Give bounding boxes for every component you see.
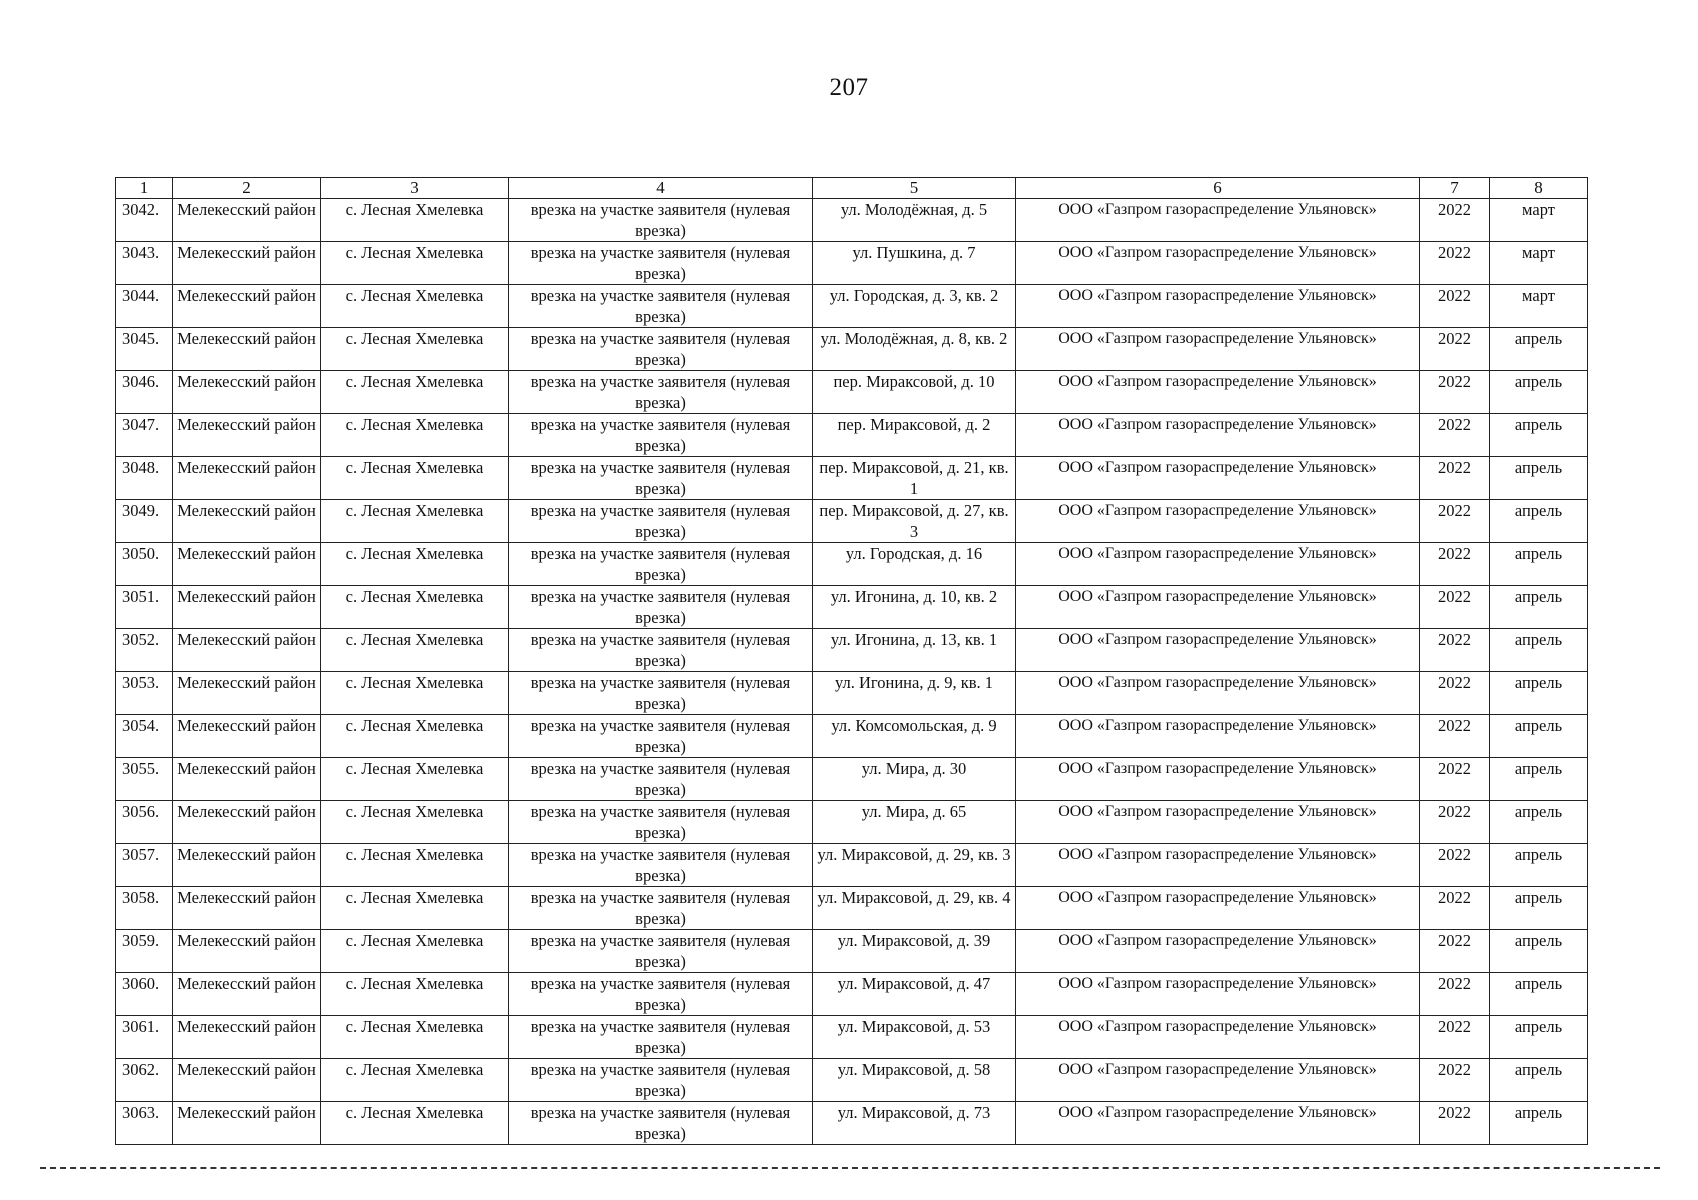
settlement-cell: с. Лесная Хмелевка: [321, 1102, 509, 1145]
year-cell: 2022: [1420, 629, 1490, 672]
work-type-cell: врезка на участке заявителя (нулевая врезка): [509, 844, 813, 887]
work-type-cell: врезка на участке заявителя (нулевая врезка): [509, 1016, 813, 1059]
settlement-cell: с. Лесная Хмелевка: [321, 930, 509, 973]
organization-cell: ООО «Газпром газораспределение Ульяновск»: [1016, 672, 1420, 715]
year-cell: 2022: [1420, 285, 1490, 328]
year-cell: 2022: [1420, 586, 1490, 629]
table-row: [116, 887, 1588, 930]
row-number: 3056.: [116, 801, 173, 844]
settlement-cell: с. Лесная Хмелевка: [321, 715, 509, 758]
address-cell: ул. Пушкина, д. 7: [813, 242, 1016, 285]
organization-cell: ООО «Газпром газораспределение Ульяновск»: [1016, 844, 1420, 887]
table-row: [116, 1016, 1588, 1059]
work-type-cell: врезка на участке заявителя (нулевая врезка): [509, 672, 813, 715]
table-row: [116, 801, 1588, 844]
header-col-1: 1: [116, 178, 173, 199]
district-cell: Мелекесский район: [173, 629, 321, 672]
settlement-cell: с. Лесная Хмелевка: [321, 887, 509, 930]
month-cell: март: [1490, 242, 1588, 285]
table-row: [116, 586, 1588, 629]
address-cell: ул. Мира, д. 65: [813, 801, 1016, 844]
organization-cell: ООО «Газпром газораспределение Ульяновск»: [1016, 586, 1420, 629]
month-cell: апрель: [1490, 844, 1588, 887]
organization-cell: ООО «Газпром газораспределение Ульяновск»: [1016, 930, 1420, 973]
month-cell: апрель: [1490, 672, 1588, 715]
table-row: [116, 758, 1588, 801]
table-row: [116, 1059, 1588, 1102]
table-row: [116, 328, 1588, 371]
work-type-cell: врезка на участке заявителя (нулевая врезка): [509, 715, 813, 758]
header-col-8: 8: [1490, 178, 1588, 199]
district-cell: Мелекесский район: [173, 1102, 321, 1145]
table-row: [116, 672, 1588, 715]
row-number: 3062.: [116, 1059, 173, 1102]
year-cell: 2022: [1420, 500, 1490, 543]
work-type-cell: врезка на участке заявителя (нулевая врезка): [509, 930, 813, 973]
work-type-cell: врезка на участке заявителя (нулевая врезка): [509, 887, 813, 930]
address-cell: пер. Мираксовой, д. 2: [813, 414, 1016, 457]
district-cell: Мелекесский район: [173, 1016, 321, 1059]
year-cell: 2022: [1420, 328, 1490, 371]
district-cell: Мелекесский район: [173, 801, 321, 844]
settlement-cell: с. Лесная Хмелевка: [321, 543, 509, 586]
row-number: 3053.: [116, 672, 173, 715]
settlement-cell: с. Лесная Хмелевка: [321, 672, 509, 715]
work-type-cell: врезка на участке заявителя (нулевая врезка): [509, 500, 813, 543]
organization-cell: ООО «Газпром газораспределение Ульяновск»: [1016, 1102, 1420, 1145]
work-type-cell: врезка на участке заявителя (нулевая врезка): [509, 629, 813, 672]
table-row: [116, 629, 1588, 672]
year-cell: 2022: [1420, 672, 1490, 715]
work-type-cell: врезка на участке заявителя (нулевая врезка): [509, 586, 813, 629]
row-number: 3061.: [116, 1016, 173, 1059]
table-row: [116, 414, 1588, 457]
table-row: [116, 242, 1588, 285]
address-cell: пер. Мираксовой, д. 10: [813, 371, 1016, 414]
work-type-cell: врезка на участке заявителя (нулевая врезка): [509, 973, 813, 1016]
month-cell: апрель: [1490, 930, 1588, 973]
month-cell: апрель: [1490, 414, 1588, 457]
district-cell: Мелекесский район: [173, 973, 321, 1016]
district-cell: Мелекесский район: [173, 242, 321, 285]
year-cell: 2022: [1420, 930, 1490, 973]
year-cell: 2022: [1420, 1102, 1490, 1145]
district-cell: Мелекесский район: [173, 328, 321, 371]
month-cell: апрель: [1490, 586, 1588, 629]
header-col-4: 4: [509, 178, 813, 199]
work-type-cell: врезка на участке заявителя (нулевая врезка): [509, 457, 813, 500]
work-type-cell: врезка на участке заявителя (нулевая врезка): [509, 242, 813, 285]
year-cell: 2022: [1420, 1059, 1490, 1102]
address-cell: ул. Городская, д. 16: [813, 543, 1016, 586]
organization-cell: ООО «Газпром газораспределение Ульяновск»: [1016, 973, 1420, 1016]
month-cell: апрель: [1490, 973, 1588, 1016]
month-cell: апрель: [1490, 457, 1588, 500]
row-number: 3059.: [116, 930, 173, 973]
row-number: 3063.: [116, 1102, 173, 1145]
address-cell: ул. Игонина, д. 10, кв. 2: [813, 586, 1016, 629]
organization-cell: ООО «Газпром газораспределение Ульяновск»: [1016, 199, 1420, 242]
district-cell: Мелекесский район: [173, 457, 321, 500]
row-number: 3051.: [116, 586, 173, 629]
settlement-cell: с. Лесная Хмелевка: [321, 1016, 509, 1059]
table-row: [116, 543, 1588, 586]
settlement-cell: с. Лесная Хмелевка: [321, 457, 509, 500]
address-cell: ул. Комсомольская, д. 9: [813, 715, 1016, 758]
row-number: 3055.: [116, 758, 173, 801]
organization-cell: ООО «Газпром газораспределение Ульяновск»: [1016, 1016, 1420, 1059]
address-cell: ул. Мираксовой, д. 58: [813, 1059, 1016, 1102]
district-cell: Мелекесский район: [173, 586, 321, 629]
bottom-divider: [40, 1167, 1660, 1169]
settlement-cell: с. Лесная Хмелевка: [321, 242, 509, 285]
district-cell: Мелекесский район: [173, 672, 321, 715]
table-body: [116, 199, 1588, 1145]
district-cell: Мелекесский район: [173, 500, 321, 543]
month-cell: апрель: [1490, 629, 1588, 672]
year-cell: 2022: [1420, 457, 1490, 500]
header-col-2: 2: [173, 178, 321, 199]
work-type-cell: врезка на участке заявителя (нулевая врезка): [509, 1059, 813, 1102]
row-number: 3057.: [116, 844, 173, 887]
settlement-cell: с. Лесная Хмелевка: [321, 586, 509, 629]
month-cell: апрель: [1490, 715, 1588, 758]
settlement-cell: с. Лесная Хмелевка: [321, 758, 509, 801]
work-type-cell: врезка на участке заявителя (нулевая врезка): [509, 371, 813, 414]
table-row: [116, 973, 1588, 1016]
year-cell: 2022: [1420, 801, 1490, 844]
settlement-cell: с. Лесная Хмелевка: [321, 629, 509, 672]
work-type-cell: врезка на участке заявителя (нулевая врезка): [509, 328, 813, 371]
organization-cell: ООО «Газпром газораспределение Ульяновск»: [1016, 371, 1420, 414]
address-cell: ул. Молодёжная, д. 8, кв. 2: [813, 328, 1016, 371]
settlement-cell: с. Лесная Хмелевка: [321, 1059, 509, 1102]
organization-cell: ООО «Газпром газораспределение Ульяновск»: [1016, 543, 1420, 586]
work-type-cell: врезка на участке заявителя (нулевая врезка): [509, 758, 813, 801]
organization-cell: ООО «Газпром газораспределение Ульяновск»: [1016, 801, 1420, 844]
row-number: 3049.: [116, 500, 173, 543]
row-number: 3060.: [116, 973, 173, 1016]
year-cell: 2022: [1420, 414, 1490, 457]
gasification-table: [115, 177, 1588, 1145]
work-type-cell: врезка на участке заявителя (нулевая врезка): [509, 543, 813, 586]
row-number: 3045.: [116, 328, 173, 371]
settlement-cell: с. Лесная Хмелевка: [321, 199, 509, 242]
district-cell: Мелекесский район: [173, 414, 321, 457]
organization-cell: ООО «Газпром газораспределение Ульяновск»: [1016, 457, 1420, 500]
month-cell: апрель: [1490, 1016, 1588, 1059]
organization-cell: ООО «Газпром газораспределение Ульяновск»: [1016, 500, 1420, 543]
table-row: [116, 930, 1588, 973]
page-number: 207: [829, 74, 869, 101]
organization-cell: ООО «Газпром газораспределение Ульяновск»: [1016, 887, 1420, 930]
row-number: 3044.: [116, 285, 173, 328]
table-row: [116, 371, 1588, 414]
work-type-cell: врезка на участке заявителя (нулевая врезка): [509, 1102, 813, 1145]
district-cell: Мелекесский район: [173, 758, 321, 801]
settlement-cell: с. Лесная Хмелевка: [321, 328, 509, 371]
district-cell: Мелекесский район: [173, 371, 321, 414]
address-cell: ул. Мираксовой, д. 47: [813, 973, 1016, 1016]
organization-cell: ООО «Газпром газораспределение Ульяновск»: [1016, 1059, 1420, 1102]
row-number: 3042.: [116, 199, 173, 242]
row-number: 3047.: [116, 414, 173, 457]
year-cell: 2022: [1420, 973, 1490, 1016]
year-cell: 2022: [1420, 199, 1490, 242]
row-number: 3052.: [116, 629, 173, 672]
address-cell: ул. Городская, д. 3, кв. 2: [813, 285, 1016, 328]
year-cell: 2022: [1420, 543, 1490, 586]
district-cell: Мелекесский район: [173, 543, 321, 586]
work-type-cell: врезка на участке заявителя (нулевая врезка): [509, 801, 813, 844]
document-table-container: [115, 177, 1588, 1145]
organization-cell: ООО «Газпром газораспределение Ульяновск»: [1016, 414, 1420, 457]
row-number: 3048.: [116, 457, 173, 500]
header-col-7: 7: [1420, 178, 1490, 199]
year-cell: 2022: [1420, 715, 1490, 758]
address-cell: ул. Мираксовой, д. 39: [813, 930, 1016, 973]
address-cell: ул. Молодёжная, д. 5: [813, 199, 1016, 242]
settlement-cell: с. Лесная Хмелевка: [321, 801, 509, 844]
table-row: [116, 844, 1588, 887]
year-cell: 2022: [1420, 1016, 1490, 1059]
row-number: 3043.: [116, 242, 173, 285]
table-row: [116, 500, 1588, 543]
settlement-cell: с. Лесная Хмелевка: [321, 844, 509, 887]
district-cell: Мелекесский район: [173, 887, 321, 930]
month-cell: апрель: [1490, 543, 1588, 586]
table-header: [116, 178, 1588, 199]
month-cell: март: [1490, 199, 1588, 242]
year-cell: 2022: [1420, 758, 1490, 801]
address-cell: ул. Мираксовой, д. 73: [813, 1102, 1016, 1145]
table-row: [116, 199, 1588, 242]
organization-cell: ООО «Газпром газораспределение Ульяновск»: [1016, 242, 1420, 285]
month-cell: апрель: [1490, 887, 1588, 930]
year-cell: 2022: [1420, 242, 1490, 285]
district-cell: Мелекесский район: [173, 285, 321, 328]
address-cell: ул. Мираксовой, д. 29, кв. 3: [813, 844, 1016, 887]
settlement-cell: с. Лесная Хмелевка: [321, 973, 509, 1016]
address-cell: пер. Мираксовой, д. 21, кв. 1: [813, 457, 1016, 500]
year-cell: 2022: [1420, 887, 1490, 930]
settlement-cell: с. Лесная Хмелевка: [321, 371, 509, 414]
address-cell: пер. Мираксовой, д. 27, кв. 3: [813, 500, 1016, 543]
organization-cell: ООО «Газпром газораспределение Ульяновск»: [1016, 285, 1420, 328]
work-type-cell: врезка на участке заявителя (нулевая врезка): [509, 199, 813, 242]
settlement-cell: с. Лесная Хмелевка: [321, 414, 509, 457]
organization-cell: ООО «Газпром газораспределение Ульяновск»: [1016, 715, 1420, 758]
row-number: 3058.: [116, 887, 173, 930]
row-number: 3054.: [116, 715, 173, 758]
address-cell: ул. Мираксовой, д. 53: [813, 1016, 1016, 1059]
header-row: [116, 178, 1588, 199]
month-cell: апрель: [1490, 1059, 1588, 1102]
month-cell: апрель: [1490, 371, 1588, 414]
header-col-5: 5: [813, 178, 1016, 199]
organization-cell: ООО «Газпром газораспределение Ульяновск»: [1016, 328, 1420, 371]
table-row: [116, 285, 1588, 328]
month-cell: апрель: [1490, 500, 1588, 543]
table-row: [116, 715, 1588, 758]
district-cell: Мелекесский район: [173, 715, 321, 758]
year-cell: 2022: [1420, 844, 1490, 887]
district-cell: Мелекесский район: [173, 844, 321, 887]
month-cell: апрель: [1490, 328, 1588, 371]
district-cell: Мелекесский район: [173, 199, 321, 242]
organization-cell: ООО «Газпром газораспределение Ульяновск»: [1016, 629, 1420, 672]
work-type-cell: врезка на участке заявителя (нулевая врезка): [509, 414, 813, 457]
settlement-cell: с. Лесная Хмелевка: [321, 285, 509, 328]
organization-cell: ООО «Газпром газораспределение Ульяновск»: [1016, 758, 1420, 801]
header-col-3: 3: [321, 178, 509, 199]
district-cell: Мелекесский район: [173, 930, 321, 973]
month-cell: апрель: [1490, 1102, 1588, 1145]
month-cell: март: [1490, 285, 1588, 328]
table-row: [116, 1102, 1588, 1145]
row-number: 3050.: [116, 543, 173, 586]
district-cell: Мелекесский район: [173, 1059, 321, 1102]
month-cell: апрель: [1490, 801, 1588, 844]
table-row: [116, 457, 1588, 500]
address-cell: ул. Игонина, д. 13, кв. 1: [813, 629, 1016, 672]
row-number: 3046.: [116, 371, 173, 414]
settlement-cell: с. Лесная Хмелевка: [321, 500, 509, 543]
address-cell: ул. Игонина, д. 9, кв. 1: [813, 672, 1016, 715]
header-col-6: 6: [1016, 178, 1420, 199]
work-type-cell: врезка на участке заявителя (нулевая врезка): [509, 285, 813, 328]
address-cell: ул. Мира, д. 30: [813, 758, 1016, 801]
address-cell: ул. Мираксовой, д. 29, кв. 4: [813, 887, 1016, 930]
year-cell: 2022: [1420, 371, 1490, 414]
month-cell: апрель: [1490, 758, 1588, 801]
